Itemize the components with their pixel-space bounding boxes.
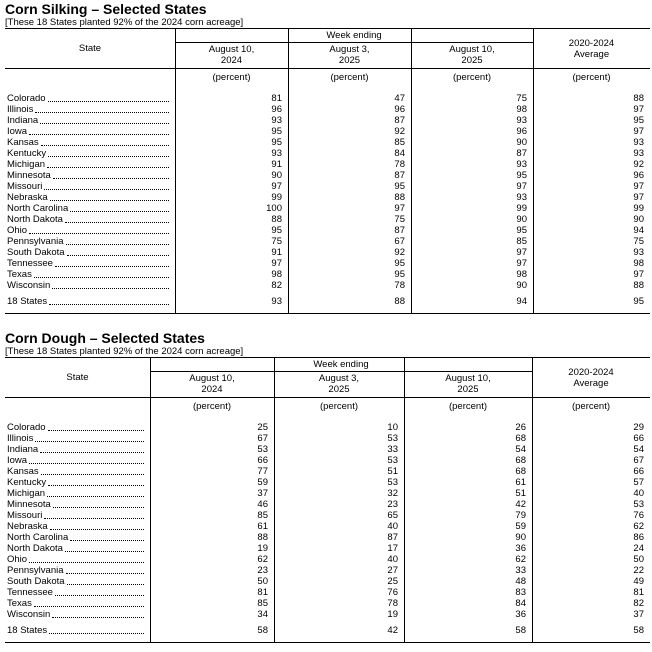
dot-leader (29, 463, 144, 464)
date-column-header: August 3, 2025 (329, 44, 370, 66)
date-column-header: August 10, 2025 (445, 373, 491, 395)
dot-leader (65, 551, 144, 552)
table-row-state: Pennsylvania (7, 236, 169, 247)
table-cell-value: 67 (257, 433, 268, 444)
table-cell-value: 93 (633, 137, 644, 148)
table-cell-value: 95 (271, 126, 282, 137)
table-cell-value: 88 (394, 192, 405, 203)
dot-leader (29, 233, 169, 234)
week-ending-rule (175, 42, 533, 43)
table-row-state: Nebraska (7, 192, 169, 203)
date-column-header: August 10, 2024 (189, 373, 235, 395)
table-cell-value: 36 (515, 543, 526, 554)
table-cell-value: 62 (515, 554, 526, 565)
dot-leader (34, 606, 144, 607)
dough-subtitle: [These 18 States planted 92% of the 2024 corn acreage] (5, 346, 244, 357)
total-cell-value: 95 (633, 296, 644, 307)
dot-leader (52, 617, 144, 618)
table-cell-value: 75 (394, 214, 405, 225)
table-cell-value: 81 (257, 587, 268, 598)
table-cell-value: 90 (271, 170, 282, 181)
week-ending-header: Week ending (313, 359, 369, 370)
total-row-state: 18 States (7, 296, 169, 307)
table-cell-value: 88 (633, 280, 644, 291)
table-cell-value: 98 (516, 269, 527, 280)
table-cell-value: 79 (515, 510, 526, 521)
table-cell-value: 67 (394, 236, 405, 247)
table-cell-value: 90 (515, 532, 526, 543)
table-cell-value: 90 (633, 214, 644, 225)
table-cell-value: 97 (633, 126, 644, 137)
table-cell-value: 36 (515, 609, 526, 620)
average-column-header: 2020-2024 Average (568, 367, 614, 389)
table-cell-value: 77 (257, 466, 268, 477)
table-cell-value: 93 (271, 115, 282, 126)
table-cell-value: 47 (394, 93, 405, 104)
table-cell-value: 33 (387, 444, 398, 455)
table-cell-value: 85 (394, 137, 405, 148)
table-row-state: South Dakota (7, 247, 169, 258)
dot-leader (67, 255, 169, 256)
dot-leader (29, 562, 144, 563)
table-row-state: Ohio (7, 225, 169, 236)
table-cell-value: 49 (633, 576, 644, 587)
table-row-state: Pennsylvania (7, 565, 144, 576)
total-cell-value: 88 (394, 296, 405, 307)
table-cell-value: 93 (516, 115, 527, 126)
table-cell-value: 93 (516, 192, 527, 203)
table-cell-value: 48 (515, 576, 526, 587)
table-cell-value: 95 (633, 115, 644, 126)
table-cell-value: 97 (516, 247, 527, 258)
table-cell-value: 53 (387, 477, 398, 488)
unit-label: (percent) (212, 72, 251, 83)
dot-leader (50, 529, 144, 530)
table-cell-value: 40 (387, 521, 398, 532)
table-cell-value: 59 (257, 477, 268, 488)
table-cell-value: 23 (387, 499, 398, 510)
table-cell-value: 53 (257, 444, 268, 455)
table-cell-value: 88 (257, 532, 268, 543)
dot-leader (70, 540, 144, 541)
dot-leader (41, 474, 144, 475)
table-cell-value: 81 (633, 587, 644, 598)
dot-leader (41, 145, 169, 146)
table-cell-value: 50 (633, 554, 644, 565)
table-row-state: Iowa (7, 455, 144, 466)
table-row-state: Nebraska (7, 521, 144, 532)
table-cell-value: 97 (633, 181, 644, 192)
table-cell-value: 75 (633, 236, 644, 247)
dot-leader (47, 167, 169, 168)
table-cell-value: 97 (516, 258, 527, 269)
dot-leader (67, 584, 144, 585)
table-cell-value: 95 (394, 269, 405, 280)
dot-leader (40, 123, 169, 124)
table-cell-value: 84 (515, 598, 526, 609)
silking-section (5, 1, 650, 314)
dot-leader (44, 189, 169, 190)
table-cell-value: 95 (516, 225, 527, 236)
total-cell-value: 58 (633, 625, 644, 636)
table-cell-value: 65 (387, 510, 398, 521)
dot-leader (49, 633, 144, 634)
table-row-state: Missouri (7, 510, 144, 521)
total-cell-value: 93 (271, 296, 282, 307)
dot-leader (49, 304, 169, 305)
table-row-state: Kansas (7, 466, 144, 477)
dough-table (5, 357, 650, 643)
table-cell-value: 98 (516, 104, 527, 115)
table-cell-value: 34 (257, 609, 268, 620)
table-cell-value: 23 (257, 565, 268, 576)
table-cell-value: 82 (271, 280, 282, 291)
table-cell-value: 50 (257, 576, 268, 587)
dot-leader (66, 244, 169, 245)
header-rule (5, 397, 650, 398)
table-cell-value: 61 (257, 521, 268, 532)
dot-leader (48, 156, 169, 157)
table-cell-value: 26 (515, 422, 526, 433)
table-cell-value: 100 (266, 203, 282, 214)
table-cell-value: 83 (515, 587, 526, 598)
dot-leader (50, 200, 169, 201)
table-cell-value: 97 (633, 192, 644, 203)
table-cell-value: 87 (387, 532, 398, 543)
dot-leader (66, 573, 144, 574)
table-cell-value: 76 (633, 510, 644, 521)
table-row-state: Wisconsin (7, 609, 144, 620)
table-cell-value: 68 (515, 466, 526, 477)
table-cell-value: 75 (271, 236, 282, 247)
table-row-state: Tennessee (7, 258, 169, 269)
header-rule (5, 68, 650, 69)
table-row-state: Ohio (7, 554, 144, 565)
table-cell-value: 95 (516, 170, 527, 181)
unit-label: (percent) (452, 72, 491, 83)
dough-section (5, 330, 650, 643)
silking-table (5, 28, 650, 314)
dot-leader (55, 266, 169, 267)
table-row-state: Colorado (7, 422, 144, 433)
table-cell-value: 81 (271, 93, 282, 104)
table-cell-value: 66 (633, 466, 644, 477)
table-cell-value: 90 (516, 214, 527, 225)
table-cell-value: 82 (633, 598, 644, 609)
table-cell-value: 98 (633, 258, 644, 269)
table-row-state: South Dakota (7, 576, 144, 587)
dot-leader (34, 277, 169, 278)
table-cell-value: 78 (387, 598, 398, 609)
table-cell-value: 96 (271, 104, 282, 115)
table-cell-value: 92 (394, 247, 405, 258)
dot-leader (48, 101, 169, 102)
table-row-state: Colorado (7, 93, 169, 104)
silking-subtitle: [These 18 States planted 92% of the 2024 corn acreage] (5, 17, 244, 28)
table-cell-value: 19 (387, 609, 398, 620)
unit-label: (percent) (192, 401, 231, 412)
table-cell-value: 68 (515, 455, 526, 466)
week-ending-header: Week ending (326, 30, 382, 41)
unit-label: (percent) (571, 401, 610, 412)
total-row-state: 18 States (7, 625, 144, 636)
table-row-state: Michigan (7, 488, 144, 499)
table-cell-value: 88 (271, 214, 282, 225)
table-cell-value: 87 (394, 225, 405, 236)
table-cell-value: 91 (271, 247, 282, 258)
table-cell-value: 19 (257, 543, 268, 554)
table-cell-value: 92 (394, 126, 405, 137)
table-row-state: Wisconsin (7, 280, 169, 291)
dot-leader (52, 288, 169, 289)
table-cell-value: 88 (633, 93, 644, 104)
table-cell-value: 29 (633, 422, 644, 433)
table-cell-value: 76 (387, 587, 398, 598)
table-row-state: Minnesota (7, 170, 169, 181)
average-column-header: 2020-2024 Average (568, 38, 615, 60)
silking-title: Corn Silking – Selected States (5, 1, 207, 17)
table-cell-value: 93 (516, 159, 527, 170)
table-cell-value: 25 (387, 576, 398, 587)
table-cell-value: 93 (271, 148, 282, 159)
table-cell-value: 25 (257, 422, 268, 433)
table-row-state: Kansas (7, 137, 169, 148)
dot-leader (40, 452, 144, 453)
table-cell-value: 59 (515, 521, 526, 532)
dot-leader (47, 496, 144, 497)
total-cell-value: 58 (515, 625, 526, 636)
table-cell-value: 51 (387, 466, 398, 477)
table-cell-value: 95 (271, 137, 282, 148)
table-cell-value: 68 (515, 433, 526, 444)
table-row-state: Indiana (7, 115, 169, 126)
table-cell-value: 84 (394, 148, 405, 159)
table-cell-value: 90 (516, 137, 527, 148)
table-cell-value: 95 (394, 181, 405, 192)
dot-leader (53, 507, 144, 508)
total-cell-value: 94 (516, 296, 527, 307)
unit-label: (percent) (319, 401, 358, 412)
table-cell-value: 99 (271, 192, 282, 203)
table-cell-value: 66 (633, 433, 644, 444)
table-cell-value: 51 (515, 488, 526, 499)
table-row-state: Kentucky (7, 477, 144, 488)
table-row-state: Michigan (7, 159, 169, 170)
table-cell-value: 97 (271, 181, 282, 192)
table-cell-value: 86 (633, 532, 644, 543)
dot-leader (70, 211, 169, 212)
total-cell-value: 42 (387, 625, 398, 636)
table-cell-value: 78 (394, 159, 405, 170)
table-cell-value: 93 (633, 247, 644, 258)
table-cell-value: 40 (387, 554, 398, 565)
date-column-header: August 10, 2025 (449, 44, 495, 66)
table-cell-value: 61 (515, 477, 526, 488)
table-cell-value: 37 (257, 488, 268, 499)
total-cell-value: 58 (257, 625, 268, 636)
dot-leader (35, 112, 169, 113)
unit-label: (percent) (572, 72, 611, 83)
table-cell-value: 17 (387, 543, 398, 554)
week-ending-rule (150, 371, 532, 372)
table-cell-value: 42 (515, 499, 526, 510)
table-cell-value: 98 (271, 269, 282, 280)
table-cell-value: 87 (394, 170, 405, 181)
table-cell-value: 53 (633, 499, 644, 510)
table-cell-value: 96 (633, 170, 644, 181)
table-row-state: Texas (7, 598, 144, 609)
table-cell-value: 95 (394, 258, 405, 269)
table-cell-value: 87 (394, 115, 405, 126)
table-cell-value: 87 (516, 148, 527, 159)
table-cell-value: 97 (516, 181, 527, 192)
table-row-state: North Dakota (7, 543, 144, 554)
state-header: State (66, 372, 89, 383)
dough-title: Corn Dough – Selected States (5, 330, 205, 346)
dot-leader (44, 518, 144, 519)
table-cell-value: 96 (394, 104, 405, 115)
table-cell-value: 46 (257, 499, 268, 510)
table-cell-value: 33 (515, 565, 526, 576)
unit-label: (percent) (330, 72, 369, 83)
table-cell-value: 91 (271, 159, 282, 170)
table-cell-value: 93 (633, 148, 644, 159)
table-cell-value: 75 (516, 93, 527, 104)
state-header: State (78, 43, 102, 54)
table-row-state: Texas (7, 269, 169, 280)
dot-leader (55, 595, 144, 596)
table-cell-value: 99 (633, 203, 644, 214)
table-cell-value: 22 (633, 565, 644, 576)
table-cell-value: 92 (633, 159, 644, 170)
dot-leader (35, 441, 144, 442)
table-row-state: Illinois (7, 104, 169, 115)
table-cell-value: 40 (633, 488, 644, 499)
table-cell-value: 97 (633, 104, 644, 115)
table-cell-value: 85 (257, 510, 268, 521)
table-cell-value: 94 (633, 225, 644, 236)
table-row-state: Illinois (7, 433, 144, 444)
dot-leader (65, 222, 169, 223)
table-cell-value: 27 (387, 565, 398, 576)
dot-leader (53, 178, 169, 179)
table-cell-value: 10 (387, 422, 398, 433)
table-row-state: Kentucky (7, 148, 169, 159)
table-cell-value: 67 (633, 455, 644, 466)
table-cell-value: 99 (516, 203, 527, 214)
table-row-state: North Dakota (7, 214, 169, 225)
dot-leader (29, 134, 169, 135)
table-cell-value: 90 (516, 280, 527, 291)
table-cell-value: 96 (516, 126, 527, 137)
table-cell-value: 54 (633, 444, 644, 455)
table-cell-value: 53 (387, 433, 398, 444)
table-cell-value: 95 (271, 225, 282, 236)
date-column-header: August 3, 2025 (318, 373, 360, 395)
table-cell-value: 37 (633, 609, 644, 620)
table-cell-value: 32 (387, 488, 398, 499)
table-row-state: Indiana (7, 444, 144, 455)
table-row-state: North Carolina (7, 203, 169, 214)
table-cell-value: 54 (515, 444, 526, 455)
table-cell-value: 66 (257, 455, 268, 466)
table-cell-value: 85 (257, 598, 268, 609)
dot-leader (48, 430, 144, 431)
table-row-state: Iowa (7, 126, 169, 137)
table-cell-value: 78 (394, 280, 405, 291)
table-row-state: North Carolina (7, 532, 144, 543)
table-cell-value: 57 (633, 477, 644, 488)
table-cell-value: 85 (516, 236, 527, 247)
table-cell-value: 97 (271, 258, 282, 269)
table-cell-value: 97 (633, 269, 644, 280)
table-cell-value: 53 (387, 455, 398, 466)
table-row-state: Minnesota (7, 499, 144, 510)
table-cell-value: 62 (257, 554, 268, 565)
table-cell-value: 24 (633, 543, 644, 554)
unit-label: (percent) (448, 401, 487, 412)
table-cell-value: 62 (633, 521, 644, 532)
table-cell-value: 97 (394, 203, 405, 214)
table-row-state: Tennessee (7, 587, 144, 598)
date-column-header: August 10, 2024 (208, 44, 255, 66)
table-row-state: Missouri (7, 181, 169, 192)
dot-leader (48, 485, 144, 486)
